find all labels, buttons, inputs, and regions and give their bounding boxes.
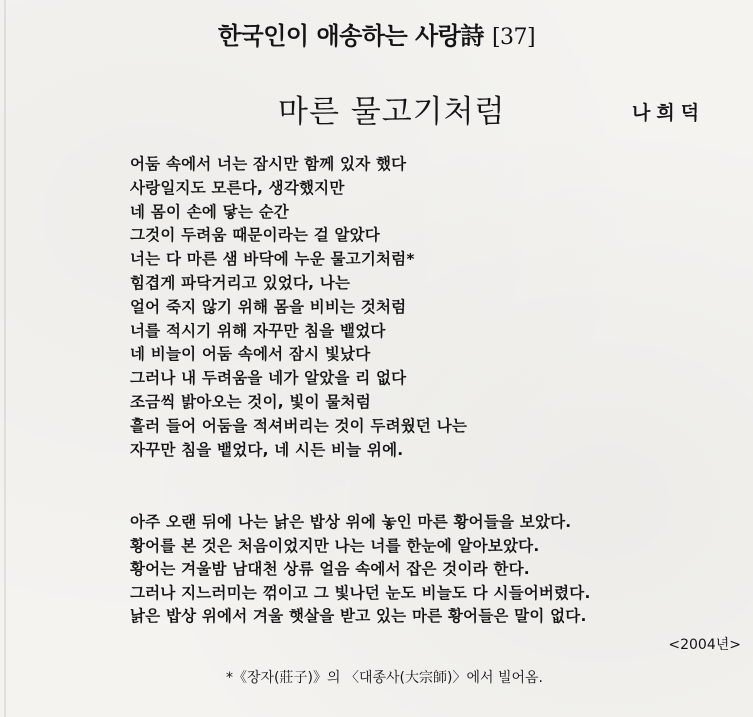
series-header [0, 16, 753, 51]
poem-line: 사랑일지도 모른다, 생각했지만 [130, 178, 345, 197]
poem-line: 너를 적시기 위해 자꾸만 침을 뱉었다 [130, 321, 386, 340]
poem-line: 낡은 밥상 위에서 겨울 햇살을 받고 있는 마른 황어들은 말이 없다. [130, 607, 587, 625]
poem-line: 그러나 내 두려움을 네가 알았을 리 없다 [130, 369, 407, 388]
poem-line: 조금씩 밝아오는 것이, 빛이 물처럼 [130, 392, 371, 411]
stanza-1 [130, 153, 467, 462]
poem-line: 황어는 겨울밤 남대천 상류 얼음 속에서 잡은 것이라 한다. [130, 560, 530, 578]
poem-line: 어둠 속에서 너는 잠시만 함께 있자 했다 [130, 155, 407, 173]
poem-line: 너는 다 마른 샘 바닥에 누운 물고기처럼* [130, 250, 415, 269]
stanza-2 [130, 511, 591, 629]
poem-line: 네 몸이 손에 닿는 순간 [130, 202, 289, 221]
poet-name: 나희덕 [632, 102, 706, 124]
footnote: *《장자(莊子)》의 〈대종사(大宗師)〉에서 빌어옴. [226, 670, 543, 686]
poem-line: 흘러 들어 어둠을 적셔버리는 것이 두려웠던 나는 [130, 416, 468, 435]
fold-line [4, 0, 6, 717]
poem-line: 얼어 죽지 않기 위해 몸을 비비는 것처럼 [130, 297, 407, 316]
poem-line: 황어를 본 것은 처음이었지만 나는 너를 한눈에 알아보았다. [130, 536, 540, 555]
poem-line: 그것이 두려움 때문이라는 걸 알았다 [130, 226, 380, 245]
poem-line: 힘겹게 파닥거리고 있었다, 나는 [130, 273, 351, 292]
poem-line: 자꾸만 침을 뱉었다, 네 시든 비늘 위에. [130, 440, 404, 459]
poem-line: 그러나 지느러미는 꺾이고 그 빛나던 눈도 비늘도 다 시들어버렸다. [130, 583, 591, 602]
poem-line: 아주 오랜 뒤에 나는 낡은 밥상 위에 놓인 마른 황어들을 보았다. [130, 513, 572, 531]
poem-year: <2004년> [668, 637, 741, 653]
poem-title: 마른 물고기처럼 [278, 94, 506, 130]
series-title: 한국인이 애송하는 사랑詩 [217, 22, 484, 50]
poem-line: 네 비늘이 어둠 속에서 잠시 빛났다 [130, 345, 371, 364]
series-number: [37] [491, 25, 536, 50]
